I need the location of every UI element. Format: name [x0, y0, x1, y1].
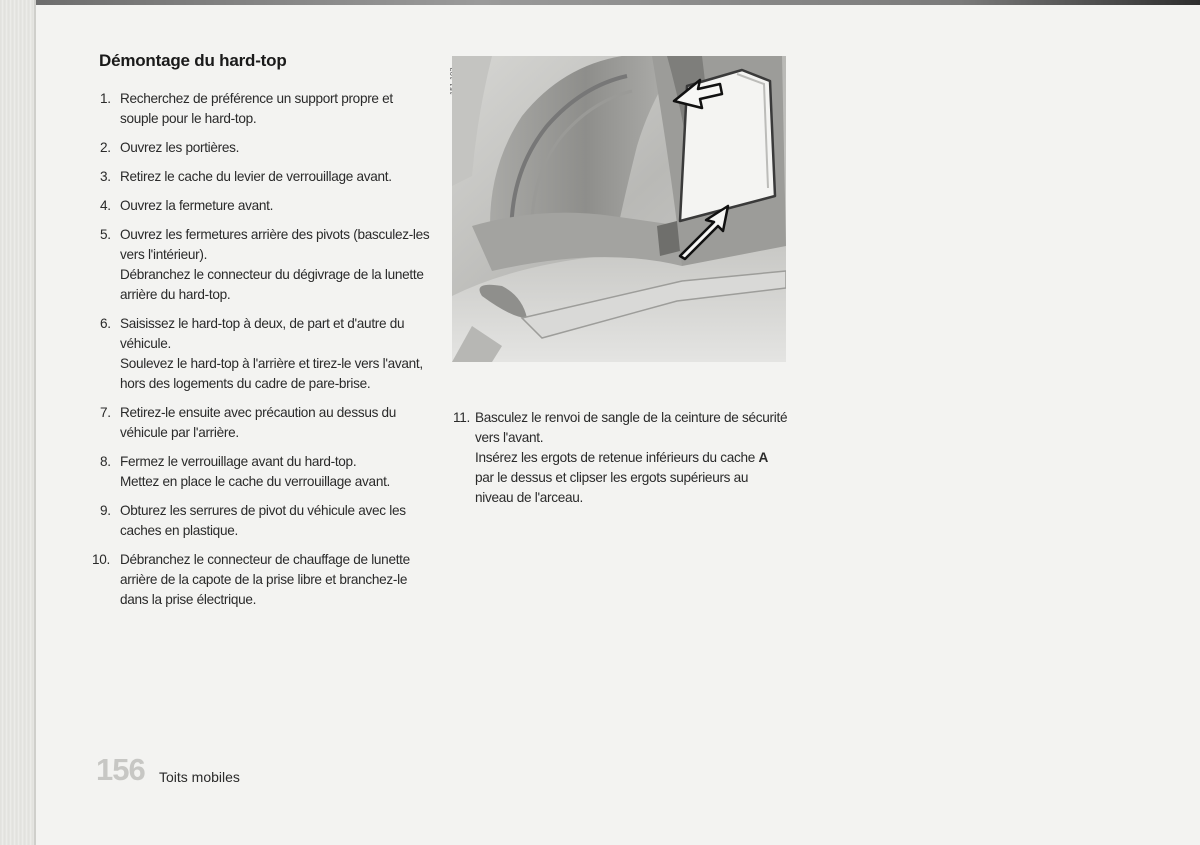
step-text: Ouvrez les fermetures arrière des pivots (basculez-les vers l'intérieur). [120, 227, 430, 262]
step-text: Recherchez de préférence un support propre et souple pour le hard-top. [120, 91, 393, 126]
step-text: Ouvrez les portières. [120, 140, 240, 155]
step-text: Insérez les ergots de retenue inférieurs du cache A par le dessus et clipser les ergots supérieurs au niveau de l'arceau. [475, 450, 769, 505]
page-number: 156 [96, 752, 145, 787]
instruction-step [92, 550, 430, 610]
instruction-step [100, 403, 430, 443]
instruction-step-11 [453, 408, 788, 508]
step-number: 10. [92, 552, 110, 567]
instruction-list [92, 89, 430, 619]
step-number: 11. [453, 410, 470, 425]
step-text: Fermez le verrouillage avant du hard-top. [120, 454, 357, 469]
step-text: Mettez en place le cache du verrouillage avant. [120, 474, 391, 489]
instruction-list-continued [453, 408, 788, 517]
instruction-step [100, 314, 430, 394]
book-page-edge [0, 0, 36, 845]
step-number: 5. [100, 227, 111, 242]
step-number: 1. [100, 91, 111, 106]
section-footer-label: Toits mobiles [159, 769, 240, 785]
step-number: 7. [100, 405, 111, 420]
step-text: Soulevez le hard-top à l'arrière et tirez-le vers l'avant, hors des logements du cadre de pare-brise. [120, 356, 423, 391]
instruction-step [100, 89, 430, 129]
step-text: Débranchez le connecteur du dégivrage de la lunette arrière du hard-top. [120, 267, 424, 302]
instruction-step [100, 167, 430, 187]
instruction-step [100, 452, 430, 492]
step-number: 2. [100, 140, 111, 155]
page-top-border [0, 0, 1200, 5]
callout-label: A [758, 450, 769, 465]
step-text: Retirez-le ensuite avec précaution au dessus du véhicule par l'arrière. [120, 405, 397, 440]
step-text: Ouvrez la fermeture avant. [120, 198, 274, 213]
step-text: Débranchez le connecteur de chauffage de lunette arrière de la capote de la prise libre et branchez-le dans la prise électrique. [120, 552, 410, 607]
step-number: 3. [100, 169, 111, 184]
section-heading: Démontage du hard-top [99, 51, 287, 70]
step-number: 6. [100, 316, 111, 331]
instruction-step [100, 138, 430, 158]
step-text: Basculez le renvoi de sangle de la ceinture de sécurité vers l'avant. [475, 410, 788, 445]
step-number: 9. [100, 503, 111, 518]
step-text: Obturez les serrures de pivot du véhicule avec les caches en plastique. [120, 503, 406, 538]
step-text: Retirez le cache du levier de verrouillage avant. [120, 169, 392, 184]
instruction-step [100, 196, 430, 216]
step-number: 4. [100, 198, 111, 213]
instruction-step [100, 225, 430, 305]
hard-top-illustration [452, 56, 786, 362]
instruction-step [100, 501, 430, 541]
step-number: 8. [100, 454, 111, 469]
step-text: Saisissez le hard-top à deux, de part et d'autre du véhicule. [120, 316, 405, 351]
